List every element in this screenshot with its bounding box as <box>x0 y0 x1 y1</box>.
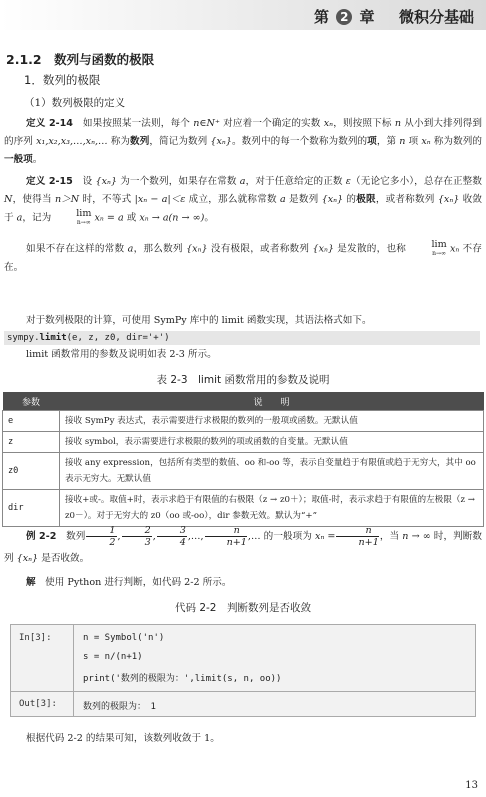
divergence-paragraph: 如果不存在这样的常数 a，那么数列 {xₙ} 没有极限，或者称数列 {xₙ} 是发散的，也称 lim n→∞ xₙ 不存在。 <box>4 239 482 273</box>
code-line: n = Symbol('n') <box>83 633 165 643</box>
definition-2-14: 定义 2-14 如果按照某一法则，每个 n∈N⁺ 对应着一个确定的实数 xₙ，则按照下标 n 从小到大排列得到的序列 x₁,x₂,x₃,…,xₙ,… 称为数列，简记为数列 {xₙ}。数列中的每一个数称为数列的项，第 n 项 xₙ 称为数列的一般项。 <box>4 118 482 165</box>
solution-label: 解 <box>26 577 36 588</box>
chapter-title: 微积分基础 <box>398 8 474 26</box>
code-caption: 代码 2-2 判断数列是否收敛 <box>175 602 311 614</box>
section-heading: 2.1.2 数列与函数的极限 <box>6 52 155 67</box>
code-line: print('数列的极限为：',limit(s, n, oo)) <box>83 674 282 684</box>
subsubsection-heading: （1）数列极限的定义 <box>24 97 126 109</box>
subsection-heading: 1．数列的极限 <box>24 73 101 87</box>
limit-notation: lim n→∞ <box>76 208 92 226</box>
code-line: s = n/(n+1) <box>83 652 143 662</box>
param-cell: dir <box>3 490 60 527</box>
desc-cell: 接收 any expression，包括所有类型的数值、oo 和-oo 等，表示自变量趋于有限值或趋于无穷大，其中 oo 表示无穷大。无默认值 <box>60 453 484 490</box>
param-cell: e <box>3 411 60 432</box>
header-param: 参数 <box>3 392 60 411</box>
fraction: $\frac{n}{n+1}$ <box>205 525 247 548</box>
chapter-header <box>314 6 474 27</box>
parameter-table <box>2 392 484 527</box>
fraction: $\frac{1}{2}$ <box>86 525 116 548</box>
sympy-paragraph: 对于数列极限的计算，可使用 SymPy 库中的 limit 函数实现，其语法格式如下。 <box>26 315 372 326</box>
chapter-number-badge: 2 <box>336 9 352 25</box>
table-row <box>3 411 484 432</box>
definition-label: 定义 2-14 <box>26 118 73 129</box>
table-row <box>3 432 484 453</box>
desc-cell: 接收 SymPy 表达式，表示需要进行求极限的数列的一般项或函数。无默认值 <box>60 411 484 432</box>
code-block <box>10 624 476 717</box>
fraction: $\frac{3}{4}$ <box>157 525 187 548</box>
fraction: $\frac{n}{n+1}$ <box>336 525 378 548</box>
param-cell: z0 <box>3 453 60 490</box>
solution-paragraph: 解 使用 Python 进行判断，如代码 2-2 所示。 <box>26 577 232 588</box>
code-output: 数列的极限为： 1 <box>83 702 156 712</box>
example-label: 例 2-2 <box>26 531 57 542</box>
table-caption: 表 2-3 limit 函数常用的参数及说明 <box>156 374 330 386</box>
table-row <box>3 453 484 490</box>
table-header-row <box>3 392 484 411</box>
syntax-line: sympy.limit(e, z, z0, dir='+') <box>4 331 480 345</box>
header-desc: 说 明 <box>60 392 484 411</box>
table-row <box>3 490 484 527</box>
chapter-prefix: 第 <box>314 8 330 26</box>
example-2-2: 例 2-2 数列 $\frac{1}{2}$ , $\frac{2}{3}$ , $\frac{3}{4}$ ,…, $\frac{n}{n+1}$ ,… 的一般项为 xₙ = $\frac{n}{n+1}$ ，当 n → ∞ 时，判断数列 {xₙ} 是否收敛。 <box>4 525 482 564</box>
page-number: 13 <box>465 780 478 791</box>
desc-cell: 接收 symbol，表示需要进行求极限的数列的项或函数的自变量。无默认值 <box>60 432 484 453</box>
definition-label: 定义 2-15 <box>26 176 73 187</box>
desc-cell: 接收+或-。取值+时，表示求趋于有限值的右极限（z → z0＋）；取值-时，表示求趋于有限值的左极限（z → z0－）。对于无穷大的 z0（oo 或-oo），dir 参数无效。默认为“+” <box>60 490 484 527</box>
table-intro-paragraph: limit 函数常用的参数及说明如表 2-3 所示。 <box>26 349 217 360</box>
conclusion-paragraph: 根据代码 2-2 的结果可知，该数列收敛于 1。 <box>26 733 220 744</box>
param-cell: z <box>3 432 60 453</box>
limit-notation: lim n→∞ <box>431 239 447 257</box>
fraction: $\frac{2}{3}$ <box>122 525 152 548</box>
output-prompt: Out[3]: <box>19 699 57 709</box>
input-prompt: In[3]: <box>19 633 52 643</box>
chapter-suffix: 章 <box>359 8 375 26</box>
definition-2-15: 定义 2-15 设 {xₙ} 为一个数列，如果存在常数 a，对于任意给定的正数 ε（无论它多小），总存在正整数 N，使得当 n＞N 时，不等式 |xₙ − a|＜ε 成立，那么就称常数 a 是数列 {xₙ} 的极限，或者称数列 {xₙ} 收敛于 a，记为 lim n→∞ xₙ = a 或 xₙ → a(n → ∞)。 <box>4 176 482 226</box>
